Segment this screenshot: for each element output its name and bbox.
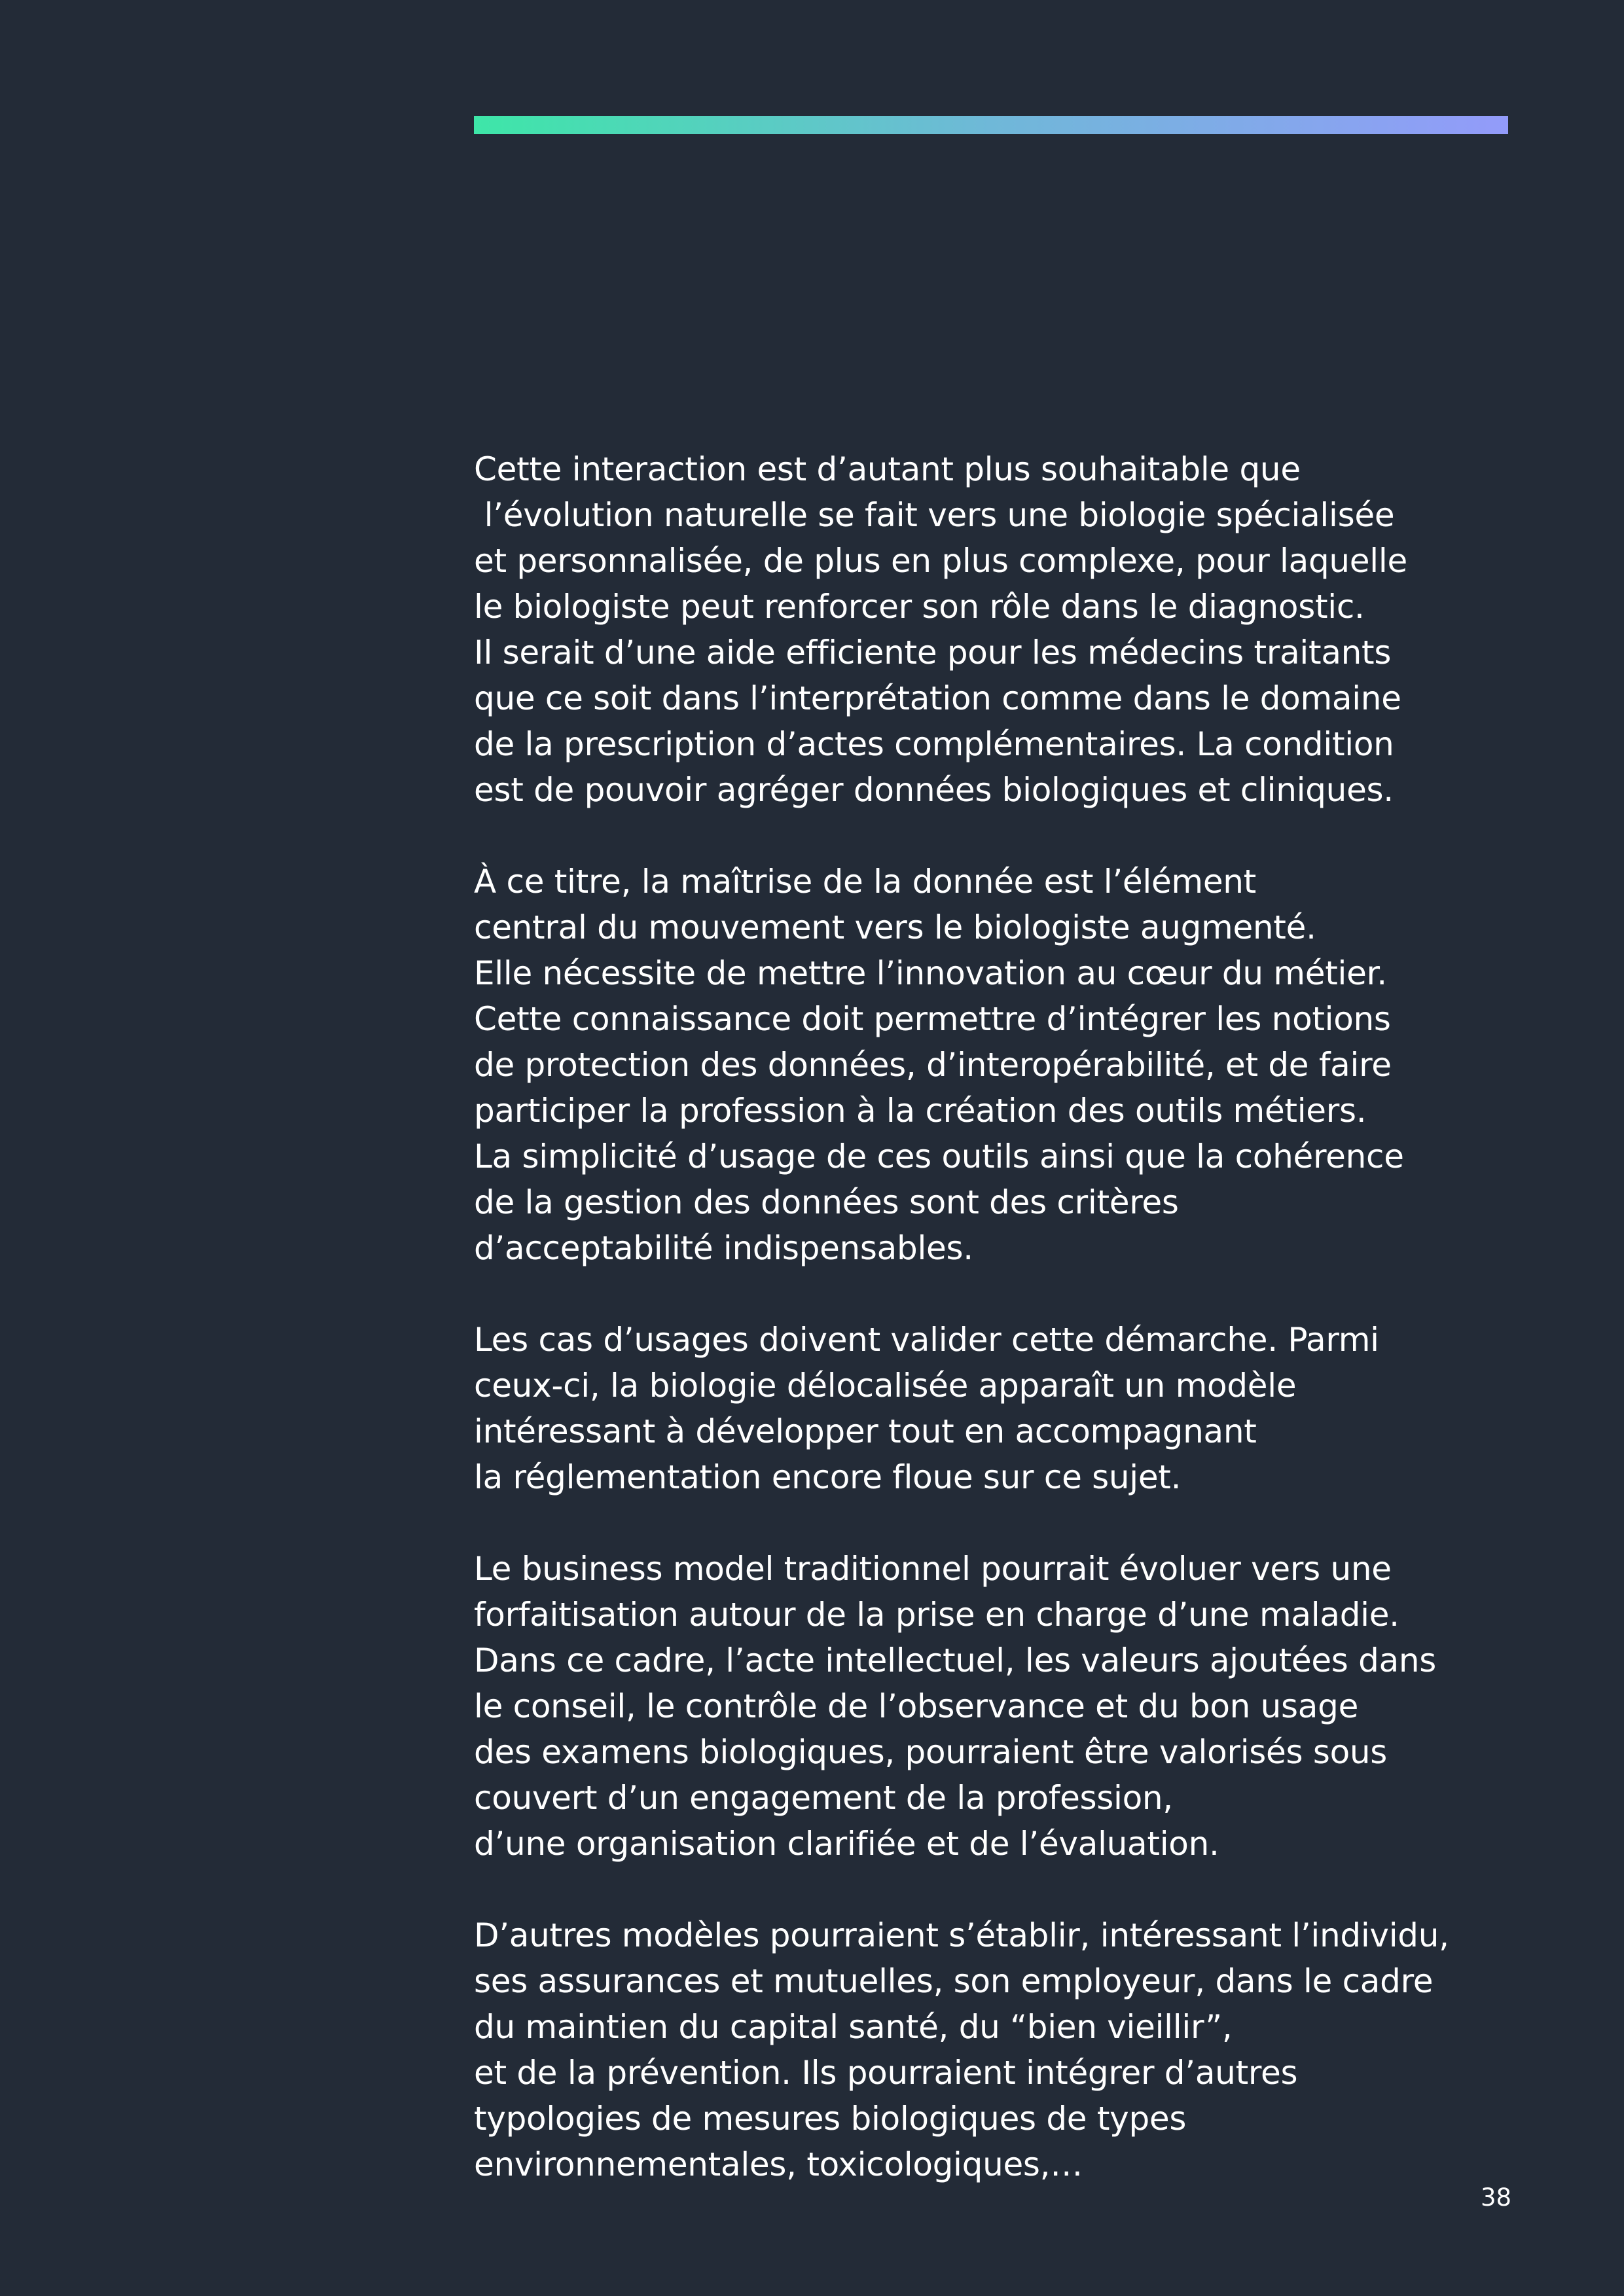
text-line: Cette interaction est d’autant plus souhaitable que bbox=[474, 450, 1301, 488]
text-line: typologies de mesures biologiques de types bbox=[474, 2100, 1187, 2138]
text-line: environnementales, toxicologiques,… bbox=[474, 2145, 1083, 2183]
text-line: ceux-ci, la biologie délocalisée apparaît un modèle bbox=[474, 1367, 1297, 1405]
text-line: D’autres modèles pourraient s’établir, intéressant l’individu, bbox=[474, 1916, 1449, 1954]
text-line: Il serait d’une aide efficiente pour les médecins traitants bbox=[474, 634, 1392, 672]
text-line: forfaitisation autour de la prise en charge d’une maladie. bbox=[474, 1596, 1399, 1634]
text-line: de protection des données, d’interopérabilité, et de faire bbox=[474, 1046, 1392, 1084]
paragraph-use-cases bbox=[474, 1317, 1547, 1500]
text-line: Le business model traditionnel pourrait évoluer vers une bbox=[474, 1550, 1392, 1588]
text-line: l’évolution naturelle se fait vers une biologie spécialisée bbox=[474, 496, 1395, 534]
paragraph-other-models bbox=[474, 1912, 1547, 2187]
text-line: la réglementation encore floue sur ce sujet. bbox=[474, 1458, 1182, 1496]
text-line: et de la prévention. Ils pourraient intégrer d’autres bbox=[474, 2054, 1298, 2092]
text-line: et personnalisée, de plus en plus complexe, pour laquelle bbox=[474, 542, 1407, 580]
text-line: Elle nécessite de mettre l’innovation au cœur du métier. bbox=[474, 954, 1387, 992]
text-line: de la gestion des données sont des critères bbox=[474, 1183, 1179, 1221]
paragraph-interaction bbox=[474, 446, 1547, 813]
text-line: couvert d’un engagement de la profession, bbox=[474, 1779, 1173, 1817]
text-line: participer la profession à la création des outils métiers. bbox=[474, 1092, 1367, 1130]
paragraph-data-mastery bbox=[474, 859, 1547, 1271]
text-line: d’acceptabilité indispensables. bbox=[474, 1229, 973, 1267]
accent-gradient-bar bbox=[474, 116, 1508, 134]
text-line: du maintien du capital santé, du “bien vieillir”, bbox=[474, 2008, 1233, 2046]
text-line: est de pouvoir agréger données biologiques et cliniques. bbox=[474, 771, 1394, 809]
text-line: intéressant à développer tout en accompagnant bbox=[474, 1412, 1257, 1450]
text-line: ses assurances et mutuelles, son employeur, dans le cadre bbox=[474, 1962, 1434, 2000]
text-line: La simplicité d’usage de ces outils ainsi que la cohérence bbox=[474, 1138, 1404, 1175]
text-line: de la prescription d’actes complémentaires. La condition bbox=[474, 725, 1394, 763]
text-line: Dans ce cadre, l’acte intellectuel, les valeurs ajoutées dans bbox=[474, 1641, 1437, 1679]
text-line: le conseil, le contrôle de l’observance et du bon usage bbox=[474, 1687, 1359, 1725]
text-line: À ce titre, la maîtrise de la donnée est l’élément bbox=[474, 863, 1256, 901]
page-number: 38 bbox=[1481, 2183, 1512, 2212]
text-line: d’une organisation clarifiée et de l’évaluation. bbox=[474, 1825, 1219, 1863]
paragraph-business-model bbox=[474, 1546, 1547, 1867]
text-line: Cette connaissance doit permettre d’intégrer les notions bbox=[474, 1000, 1391, 1038]
text-line: des examens biologiques, pourraient être valorisés sous bbox=[474, 1733, 1388, 1771]
text-line: que ce soit dans l’interprétation comme dans le domaine bbox=[474, 679, 1401, 717]
text-line: le biologiste peut renforcer son rôle dans le diagnostic. bbox=[474, 588, 1365, 626]
text-line: Les cas d’usages doivent valider cette démarche. Parmi bbox=[474, 1321, 1379, 1359]
text-line: central du mouvement vers le biologiste augmenté. bbox=[474, 908, 1316, 946]
body-text bbox=[474, 446, 1547, 2187]
